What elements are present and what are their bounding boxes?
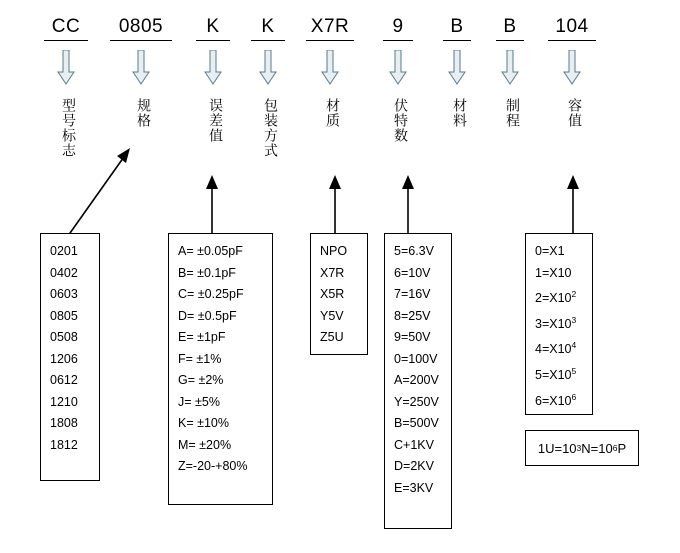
list-item: 0603 (50, 287, 78, 301)
list-item: $4=X10^4$ (535, 340, 577, 357)
list-item: $3=X10^3$ (535, 314, 577, 331)
token-material: X7R (306, 16, 354, 41)
label-series: 型号标志 (60, 98, 76, 158)
capacitance-list (525, 233, 593, 415)
list-item: C= ±0.25pF (178, 287, 244, 301)
list-item: Y5V (320, 308, 344, 323)
unit-note: 1U=10 3 N=10 6 P (525, 430, 639, 466)
list-item: Z=-20-+80% (178, 459, 248, 473)
list-item: D=2KV (394, 459, 434, 473)
token-process: B (496, 16, 524, 41)
token-packaging: K (251, 16, 285, 41)
list-item: 1210 (50, 394, 78, 409)
list-item: X7R (320, 265, 345, 280)
list-item: 0612 (50, 373, 78, 387)
list-item: 8=25V (394, 308, 431, 323)
connector-capacitance-arrow (566, 175, 580, 237)
list-item: A= ±0.05pF (178, 244, 243, 258)
list-item: 1206 (50, 351, 78, 366)
down-arrow-packaging (259, 50, 277, 86)
down-arrow-dielectric (448, 50, 466, 86)
tolerance-list (168, 233, 273, 505)
voltage-list (384, 233, 452, 529)
connector-material-arrow (328, 175, 342, 237)
label-dielectric: 材料 (451, 98, 467, 128)
list-item: F= ±1% (178, 351, 222, 366)
down-arrow-process (501, 50, 519, 86)
list-item: 0805 (50, 308, 78, 323)
list-item: B= ±0.1pF (178, 265, 236, 280)
size-list (40, 233, 100, 481)
list-item: 5=6.3V (394, 244, 434, 258)
connector-tolerance-arrow (205, 175, 219, 237)
list-item: B=500V (394, 416, 439, 430)
list-item: M= ±20% (178, 437, 232, 452)
list-item: E=3KV (394, 480, 434, 495)
list-item: 1=X10 (535, 265, 572, 280)
list-item: J= ±5% (178, 394, 220, 409)
list-item: NPO (320, 244, 348, 258)
list-item: X5R (320, 287, 345, 301)
label-material: 材质 (324, 98, 340, 128)
label-size: 规格 (135, 98, 151, 128)
list-item: 0=X1 (535, 244, 565, 258)
list-item: 0=100V (394, 351, 438, 366)
list-item: 1808 (50, 416, 78, 430)
label-voltage: 伏特数 (392, 98, 408, 143)
down-arrow-tolerance (204, 50, 222, 86)
list-item: 1812 (50, 437, 78, 452)
down-arrow-size (132, 50, 150, 86)
list-item: 7=16V (394, 287, 431, 301)
list-item: 0201 (50, 244, 78, 258)
list-item: C+1KV (394, 437, 434, 452)
token-dielectric: B (443, 16, 471, 41)
list-item: $2=X10^2$ (535, 289, 577, 306)
label-packaging: 包装方式 (262, 98, 278, 158)
list-item: A=200V (394, 373, 439, 387)
label-tolerance: 误差值 (207, 98, 223, 143)
connector-voltage-arrow (401, 175, 415, 237)
label-process: 制程 (504, 98, 520, 128)
list-item: E= ±1pF (178, 330, 226, 344)
list-item: D= ±0.5pF (178, 308, 237, 323)
down-arrow-series (57, 50, 75, 86)
list-item: 9=50V (394, 330, 431, 344)
down-arrow-capacitance (563, 50, 581, 86)
material-list (310, 233, 368, 355)
token-voltage: 9 (383, 16, 413, 41)
list-item: 0508 (50, 330, 78, 344)
down-arrow-material (321, 50, 339, 86)
list-item: K= ±10% (178, 416, 229, 430)
down-arrow-voltage (389, 50, 407, 86)
token-size: 0805 (110, 16, 172, 41)
token-capacitance: 104 (548, 16, 596, 41)
list-item: G= ±2% (178, 373, 224, 387)
token-tolerance: K (196, 16, 230, 41)
list-item: 6=10V (394, 265, 431, 280)
list-item: $6=X10^6$ (535, 391, 577, 408)
label-capacitance: 容值 (566, 98, 582, 128)
token-series: CC (44, 16, 88, 41)
list-item: 0402 (50, 265, 78, 280)
list-item: $5=X10^5$ (535, 365, 577, 383)
list-item: Y=250V (394, 394, 439, 409)
list-item: Z5U (320, 330, 344, 344)
